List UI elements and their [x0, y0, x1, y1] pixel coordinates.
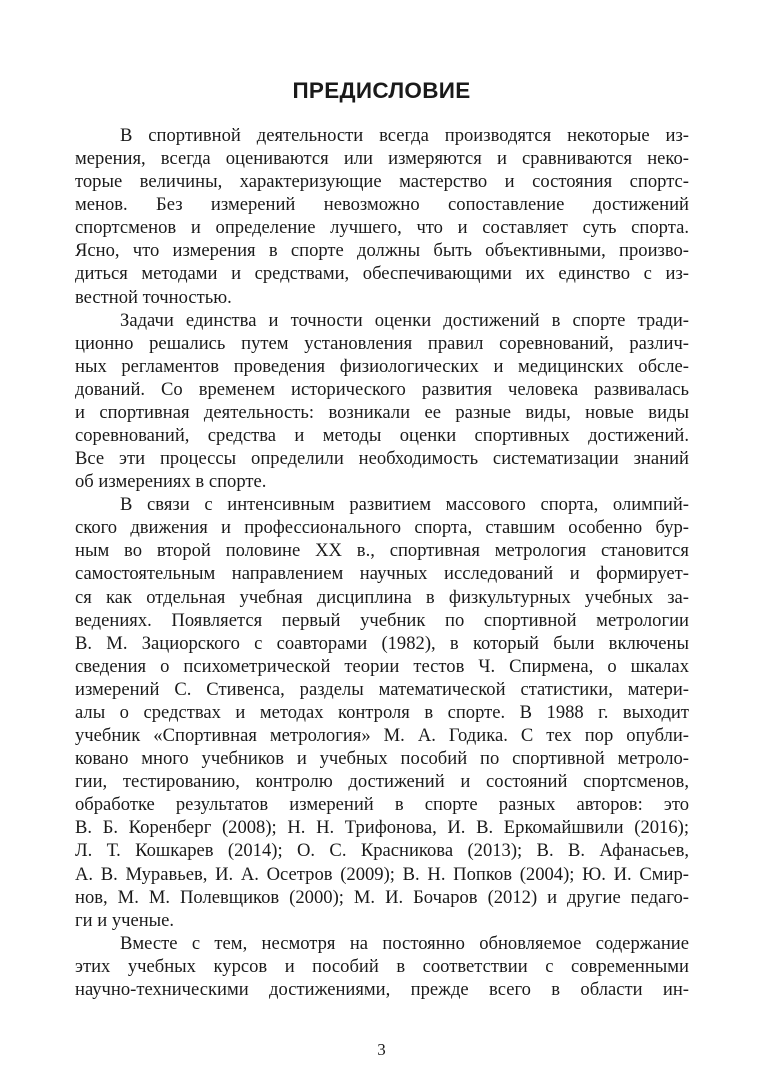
text-line: диться методами и средствами, обеспечивающими их единство с из-: [75, 263, 689, 285]
text-line: гии, тестированию, контролю достижений и состояний спортсменов,: [75, 771, 689, 793]
text-line: дований. Со временем исторического развития человека развивалась: [75, 378, 689, 400]
text-line: этих учебных курсов и пособий в соответствии с современными: [75, 955, 689, 977]
text-line: В связи с интенсивным развитием массового спорта, олимпий-: [120, 494, 689, 516]
page-number: 3: [377, 1040, 386, 1059]
text-line: В. Б. Коренберг (2008); Н. Н. Трифонова, И. В. Еркомайшвили (2016);: [75, 817, 689, 839]
text-line: об измерениях в спорте.: [75, 471, 267, 493]
text-line: сведения о психометрической теории тестов Ч. Спирмена, о шкалах: [75, 655, 689, 677]
text-line: Все эти процессы определили необходимость систематизации знаний: [75, 448, 689, 470]
text-line: Л. Т. Кошкарев (2014); О. С. Красникова (2013); В. В. Афанасьев,: [75, 840, 689, 862]
text-line: мерения, всегда оцениваются или измеряются и сравниваются неко-: [75, 148, 689, 170]
paragraph-1: [75, 124, 689, 309]
text-line: торые величины, характеризующие мастерство и состояния спортс-: [75, 171, 689, 193]
paragraph-4: [75, 932, 689, 1001]
paragraph-2: [75, 309, 689, 494]
text-line: вестной точностью.: [75, 286, 232, 308]
text-line: А. В. Муравьев, И. А. Осетров (2009); В. Н. Попков (2004); Ю. И. Смир-: [75, 863, 689, 885]
paragraph-3: [75, 493, 689, 931]
text-line: менов. Без измерений невозможно сопоставление достижений: [75, 194, 689, 216]
text-line: Задачи единства и точности оценки достижений в спорте тради-: [120, 309, 689, 331]
text-line: алы о средствах и методах контроля в спорте. В 1988 г. выходит: [75, 701, 689, 723]
text-line: Ясно, что измерения в спорте должны быть объективными, произво-: [75, 240, 689, 262]
text-line: ных регламентов проведения физиологических и медицинских обсле-: [75, 355, 689, 377]
text-line: ги и ученые.: [75, 909, 175, 931]
text-line: ся как отдельная учебная дисциплина в физкультурных учебных за-: [75, 586, 689, 608]
text-line: и спортивная деятельность: возникали ее разные виды, новые виды: [75, 401, 689, 423]
text-line: ционно решались путем установления правил соревнований, различ-: [75, 332, 689, 354]
text-line: измерений С. Стивенса, разделы математической статистики, матери-: [75, 678, 689, 700]
text-line: учебник «Спортивная метрология» М. А. Годика. С тех пор опубли-: [75, 725, 689, 747]
text-line: ского движения и профессионального спорта, ставшим особенно бур-: [75, 517, 689, 539]
text-line: ным во второй половине XX в., спортивная метрология становится: [75, 540, 689, 562]
text-line: ведениях. Появляется первый учебник по спортивной метрологии: [75, 609, 689, 631]
text-line: научно-техническими достижениями, прежде всего в области ин-: [75, 978, 689, 1000]
text-line: обработке результатов измерений в спорте разных авторов: это: [75, 794, 689, 816]
page-title: ПРЕДИСЛОВИЕ: [292, 78, 471, 103]
text-line: Вместе с тем, несмотря на постоянно обновляемое содержание: [120, 932, 689, 954]
text-line: самостоятельным направлением научных исследований и формирует-: [75, 563, 689, 585]
text-line: ковано много учебников и учебных пособий по спортивной метроло-: [75, 748, 689, 770]
text-line: соревнований, средства и методы оценки спортивных достижений.: [75, 425, 689, 447]
body-text: [75, 124, 689, 1001]
text-line: В. М. Зациорского с соавторами (1982), в который были включены: [75, 632, 689, 654]
text-line: В спортивной деятельности всегда производятся некоторые из-: [120, 125, 689, 146]
text-line: спортсменов и определение лучшего, что и составляет суть спорта.: [75, 217, 689, 239]
text-line: нов, М. М. Полевщиков (2000); М. И. Бочаров (2012) и другие педаго-: [75, 886, 689, 908]
